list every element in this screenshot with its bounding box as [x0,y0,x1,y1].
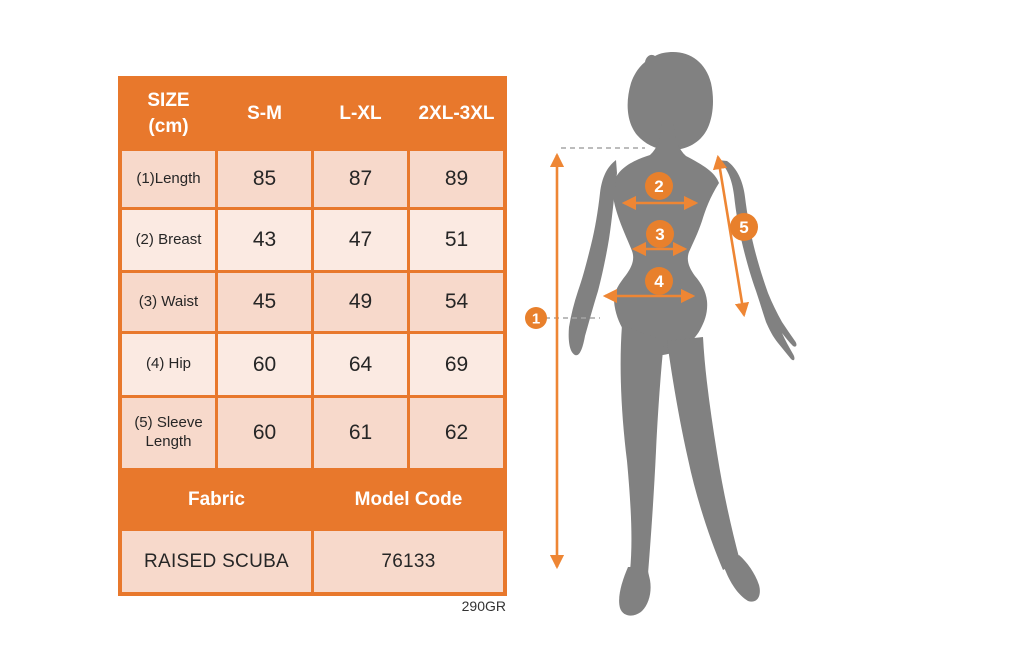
value-length-sm: 85 [218,151,311,207]
size-chart-table [118,76,507,596]
silhouette-left-foot [619,567,651,616]
value-hip-2xl3xl: 69 [410,334,503,395]
header-size-line2: (cm) [148,116,189,137]
marker-4-label: 4 [654,271,664,291]
value-sleeve-2xl3xl: 62 [410,398,503,468]
value-hip-sm: 60 [218,334,311,395]
row-label-breast: (2) Breast [122,210,215,270]
value-waist-2xl3xl: 54 [410,273,503,331]
footer-value-model-code: 76133 [314,531,503,592]
value-hip-lxl: 64 [314,334,407,395]
value-sleeve-lxl: 61 [314,398,407,468]
body-measurement-diagram [515,25,855,635]
marker-1-label: 1 [531,310,541,328]
marker-3-label: 3 [655,224,665,244]
value-length-2xl3xl: 89 [410,151,503,207]
weight-note: 290GR [461,598,506,614]
silhouette-left-leg [621,325,664,574]
silhouette-right-leg [667,337,740,570]
row-label-waist: (3) Waist [122,273,215,331]
body-diagram-svg [515,25,855,635]
marker-badge-5 [730,213,758,241]
marker-5-label: 5 [739,217,749,237]
marker-badge-1 [525,307,547,329]
value-breast-sm: 43 [218,210,311,270]
value-sleeve-sm: 60 [218,398,311,468]
value-length-lxl: 87 [314,151,407,207]
value-waist-lxl: 49 [314,273,407,331]
row-label-hip: (4) Hip [122,334,215,395]
header-size-cm [122,80,215,148]
column-header-2xl3xl: 2XL-3XL [410,80,503,148]
footer-header-fabric: Fabric [122,471,311,528]
row-label-length: (1)Length [122,151,215,207]
footer-header-model-code: Model Code [314,471,503,528]
marker-2-label: 2 [654,176,664,196]
marker-badge-3 [646,220,674,248]
silhouette-right-arm [718,160,796,360]
footer-value-fabric: RAISED SCUBA [122,531,311,592]
value-breast-2xl3xl: 51 [410,210,503,270]
header-size-line1: SIZE [147,90,190,112]
value-breast-lxl: 47 [314,210,407,270]
silhouette-left-arm [569,160,617,355]
row-label-sleeve-length: (5) Sleeve Length [122,398,215,468]
value-waist-sm: 45 [218,273,311,331]
female-body-silhouette-icon [569,52,797,616]
column-header-lxl: L-XL [314,80,407,148]
marker-badge-4 [645,267,673,295]
marker-badge-2 [645,172,673,200]
column-header-sm: S-M [218,80,311,148]
